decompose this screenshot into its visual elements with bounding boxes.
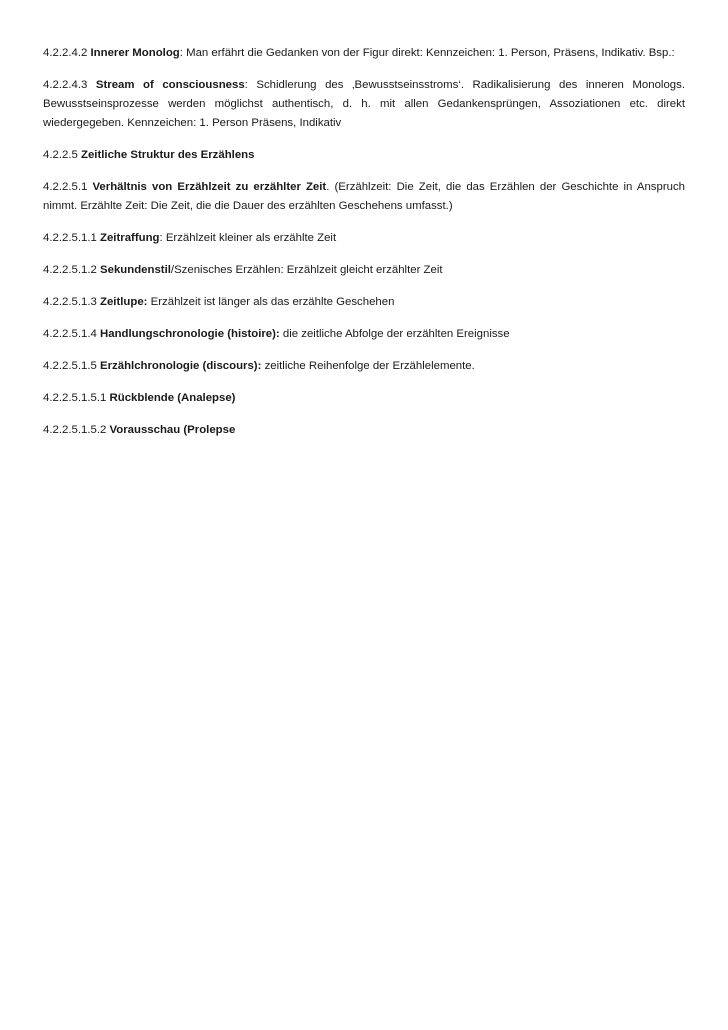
paragraph-erzaehlchronologie (43, 357, 685, 376)
section-text: Erzählzeit ist länger als das erzählte Geschehen (147, 296, 395, 308)
section-number: 4.2.2.4.2 (43, 47, 88, 59)
section-number: 4.2.2.5.1 (43, 181, 88, 193)
section-term: Zeitlupe: (100, 296, 148, 308)
section-term: Vorausschau (Prolepse (109, 424, 236, 436)
section-term: Sekundenstil (100, 264, 171, 276)
section-text: : Schidlerung des ‚Bewusstseinsstroms‘. Radikalisierung des inneren Monologs. Bewusstseinsprozesse werden möglichst authentisch, d. h. mit allen Gedankensprüngen, Assoziationen etc. direkt wiedergegeben. Kennzeichen: 1. Person Präsens, Indikativ (43, 79, 685, 129)
section-term: Handlungschronologie (histoire): (100, 328, 280, 340)
section-number: 4.2.2.5.1.4 (43, 328, 97, 340)
paragraph-handlungschronologie (43, 325, 685, 344)
section-number: 4.2.2.5.1.5 (43, 360, 97, 372)
section-number: 4.2.2.5.1.5.1 (43, 392, 107, 404)
section-text: zeitliche Reihenfolge der Erzählelemente. (261, 360, 475, 372)
paragraph-innerer-monolog (43, 44, 685, 63)
section-text: die zeitliche Abfolge der erzählten Ereignisse (279, 328, 510, 340)
section-term: Zeitraffung (100, 232, 160, 244)
section-text: /Szenisches Erzählen: Erzählzeit gleicht erzählter Zeit (170, 264, 443, 276)
section-number: 4.2.2.5.1.1 (43, 232, 97, 244)
section-text: : Erzählzeit kleiner als erzählte Zeit (159, 232, 337, 244)
paragraph-stream-of-consciousness (43, 76, 685, 133)
paragraph-erzaehlzeit-verhaeltnis (43, 178, 685, 216)
section-number: 4.2.2.5 (43, 149, 78, 161)
section-term: Erzählchronologie (discours): (100, 360, 262, 372)
paragraph-vorausschau (43, 421, 685, 440)
section-number: 4.2.2.5.1.5.2 (43, 424, 107, 436)
section-term: Verhältnis von Erzählzeit zu erzählter Zeit (92, 181, 327, 193)
section-number: 4.2.2.5.1.3 (43, 296, 97, 308)
paragraph-sekundenstil (43, 261, 685, 280)
paragraph-rueckblende (43, 389, 685, 408)
section-text: . (Erzählzeit: Die Zeit, die das Erzählen der Geschichte in Anspruch nimmt. Erzählte Zeit: Die Zeit, die die Dauer des erzählten Geschehens umfasst.) (43, 181, 685, 212)
section-number: 4.2.2.4.3 (43, 79, 88, 91)
section-term: Rückblende (Analepse) (109, 392, 236, 404)
section-text: : Man erfährt die Gedanken von der Figur direkt: Kennzeichen: 1. Person, Präsens, Indikativ. Bsp.: (179, 47, 675, 59)
paragraph-zeitlupe (43, 293, 685, 312)
section-term: Innerer Monolog (90, 47, 180, 59)
paragraph-zeitraffung (43, 229, 685, 248)
section-term: Zeitliche Struktur des Erzählens (81, 149, 255, 161)
paragraph-zeitliche-struktur (43, 146, 685, 165)
section-term: Stream of consciousness (95, 79, 245, 91)
section-number: 4.2.2.5.1.2 (43, 264, 97, 276)
